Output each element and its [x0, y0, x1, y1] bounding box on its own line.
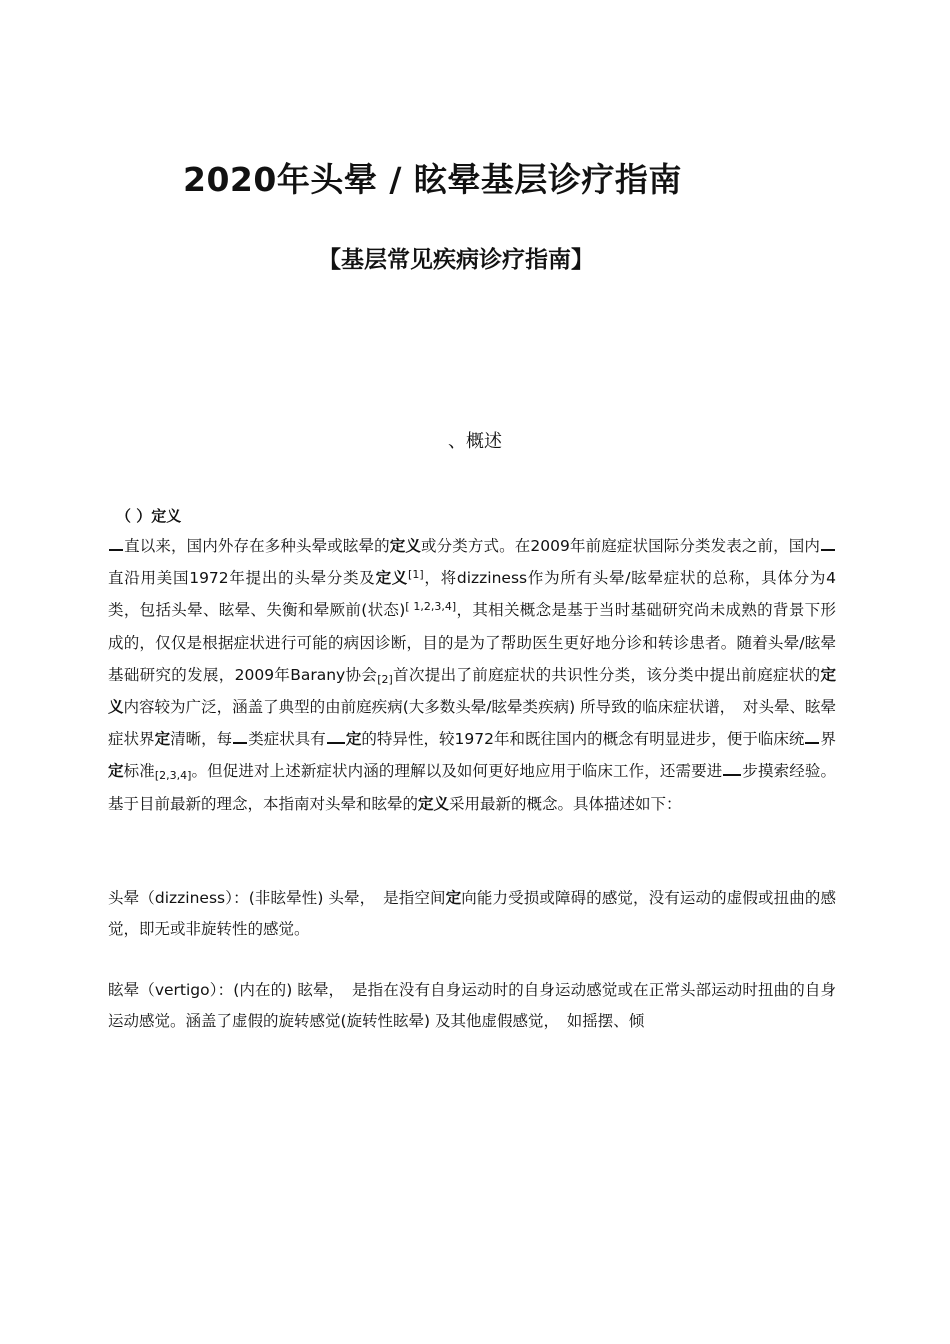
blank-underline — [233, 730, 247, 744]
text-run: 界 — [820, 730, 836, 749]
section-heading: 、概述 — [448, 431, 502, 452]
blank-underline — [723, 762, 741, 776]
text-run: 清晰，每 — [170, 730, 233, 749]
document-subtitle: 【基层常见疾病诊疗指南】 — [318, 247, 594, 273]
text-run: 的特异性，较1972年和既往国内的概念有明显进步，便于临床统 — [361, 730, 805, 749]
definition-paragraph — [108, 530, 836, 820]
term-definition: 定 — [154, 730, 171, 749]
document-title: 2020年头晕 / 眩晕基层诊疗指南 — [183, 160, 682, 199]
sub-heading-definition: （ ）定义 — [116, 507, 182, 525]
text-run: 采用最新的概念。具体描述如下： — [449, 794, 682, 813]
term-definition: 定义 — [375, 569, 409, 588]
text-run: ，其相关概念是基于当时基础研究尚未成熟的背景下形成的，仅仅是根据症状进行可能的病因诊断，目的是为了帮助医生更好地分诊和转诊患者。随着头晕/眩晕基础研究的发展，2009年Barany协会 — [108, 601, 836, 684]
text-run: ，将dizziness作为所有头晕/眩晕症状的总称，具体分为4类，包括头晕、眩晕、失衡和晕厥前(状态) — [108, 569, 836, 620]
term-definition: 定义 — [389, 537, 422, 555]
text-run: 标准 — [123, 762, 155, 781]
term-definition: 定义 — [418, 794, 450, 813]
term-definition: 定 — [345, 730, 362, 749]
term-definition: 定 — [108, 762, 124, 781]
blank-underline — [327, 730, 345, 744]
blank-underline — [109, 537, 123, 551]
blank-underline — [821, 537, 835, 551]
text-run: 头晕（dizziness）：(非眩晕性) 头晕， 是指空间 — [108, 889, 446, 907]
text-run: 直沿用美国1972年提出的头晕分类及 — [108, 569, 376, 588]
text-run: 类症状具有 — [248, 730, 326, 749]
text-run: 向能力受损或障碍的感觉，没有运动的虚假或扭曲的感觉，即无或非旋转性的感觉。 — [108, 889, 836, 938]
term-definition: 定 — [445, 889, 462, 907]
text-run: 内容较为广泛，涵盖了典型的由前庭疾病(大多数头晕/眩晕类疾病) 所导致的临床症状谱， 对头晕、眩晕症状界 — [108, 698, 836, 749]
text-run: 眩晕（vertigo）：(内在的) 眩晕， 是指在没有自身运动时的自身运动感觉或在正常头部运动时扭曲的自身运动感觉。涵盖了虚假的旋转感觉(旋转性眩晕) 及其他虚假感觉， 如摇摆、倾 — [108, 981, 836, 1030]
text-run: 直以来，国内外存在多种头晕或眩晕的 — [124, 537, 390, 555]
blank-underline — [805, 730, 819, 744]
citation-ref: [ 1,2,3,4] — [405, 600, 457, 614]
text-run: 首次提出了前庭症状的共识性分类，该分类中提出前庭症状的 — [392, 665, 821, 684]
citation-ref: [2] — [377, 672, 393, 686]
vertigo-paragraph — [108, 975, 836, 1037]
text-run: 步摸索经验。基于目前最新的理念，本指南对头晕和眩晕的 — [108, 762, 836, 813]
term-definition: 定义 — [108, 665, 836, 717]
text-run: 。但促进对上述新症状内涵的理解以及如何更好地应用于临床工作，还需要进 — [191, 762, 723, 781]
text-run: 或分类方式。在2009年前庭症状国际分类发表之前，国内 — [421, 537, 820, 555]
citation-ref: [1] — [408, 568, 424, 582]
citation-ref: [2,3,4] — [154, 769, 192, 783]
dizziness-paragraph — [108, 883, 836, 945]
